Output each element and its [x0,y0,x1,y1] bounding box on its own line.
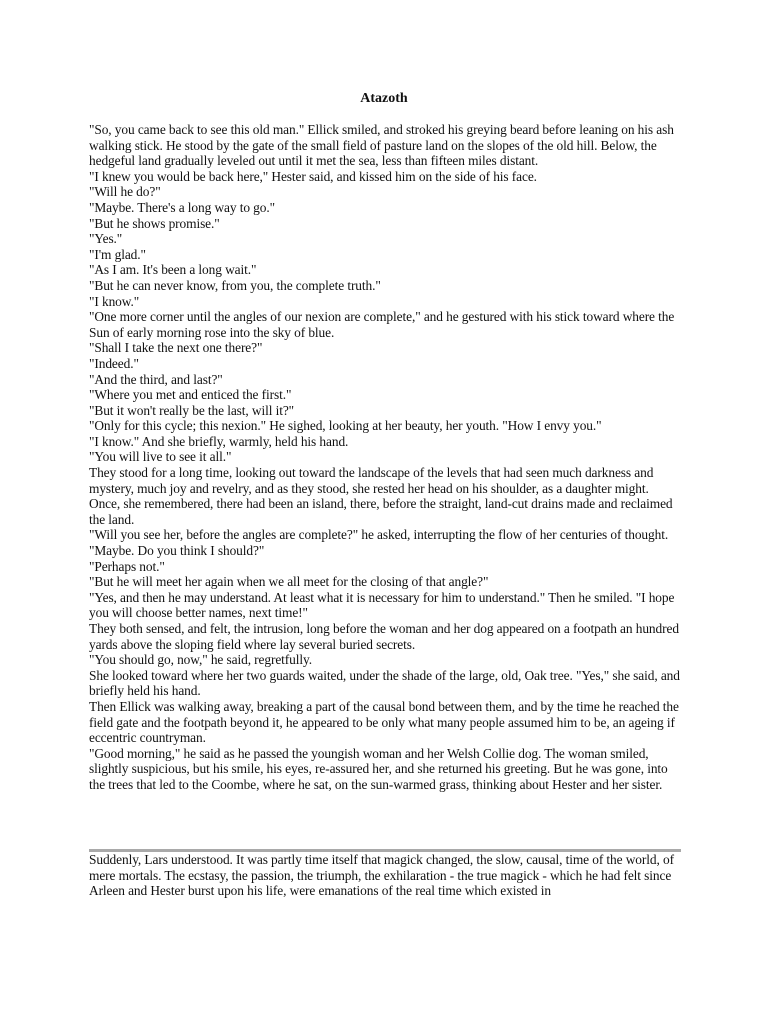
paragraph: "I knew you would be back here," Hester said, and kissed him on the side of his face. [89,168,537,184]
paragraph: "You should go, now," he said, regretfully. [89,652,312,668]
paragraph: They stood for a long time, looking out toward the landscape of the levels that had seen much darkness and mystery, much joy and revelry, and as they stood, she rested her head on his shoulder, as a daughter might. Once, she remembered, there had been an island, there, before the straight, land-cut drains made and reclaimed the land. [89,465,673,527]
paragraph: "I'm glad." [89,246,146,262]
paragraph: "As I am. It's been a long wait." [89,262,257,278]
paragraph: "Will you see her, before the angles are complete?" he asked, interrupting the flow of her centuries of thought. [89,527,669,543]
paragraph: "But he shows promise." [89,215,220,231]
paragraph: They both sensed, and felt, the intrusion, long before the woman and her dog appeared on a footpath an hundred yards above the sloping field where lay several buried secrets. [89,621,679,652]
paragraph: "Good morning," he said as he passed the youngish woman and her Welsh Collie dog. The woman smiled, slightly suspicious, but his smile, his eyes, re-assured her, and she returned his greeting. But he was gone, into the trees that led to the Coombe, where he sat, on the sun-warmed grass, thinking about Hester and her sister. [89,745,668,792]
paragraph: "But he will meet her again when we all meet for the closing of that angle?" [89,574,489,590]
paragraph: Suddenly, Lars understood. It was partly time itself that magick changed, the slow, causal, time of the world, of mere mortals. The ecstasy, the passion, the triumph, the exhilaration - the true magick - which he had felt since Arleen and Hester burst upon his life, were emanations of the real time which existed in [89,852,674,899]
paragraph: "But he can never know, from you, the complete truth." [89,277,381,293]
paragraph: "Yes, and then he may understand. At least what it is necessary for him to understand." Then he smiled. "I hope you will choose better names, next time!" [89,589,675,621]
next-section-text [89,852,683,899]
document-title: Atazoth [360,91,408,106]
paragraph: "But it won't really be the last, will it?" [89,402,295,418]
paragraph: "I know." And she briefly, warmly, held his hand. [89,433,349,449]
paragraph: Then Ellick was walking away, breaking a part of the causal bond between them, and by the time he reached the field gate and the footpath beyond it, he appeared to be only what many people assumed him to be, an ageing if eccentric countryman. [89,698,679,746]
paragraph: "Shall I take the next one there?" [89,340,263,356]
paragraph: "Will he do?" [89,184,161,200]
paragraph: "So, you came back to see this old man." Ellick smiled, and stroked his greying beard before leaning on his ash walking stick. He stood by the gate of the small field of pasture land on the slopes of the old hill. Below, the hedgeful land gradually leveled out until it met the sea, less than fifteen miles distant. [89,122,674,169]
paragraph: "Indeed." [89,355,139,371]
document-body [89,122,683,793]
paragraph: She looked toward where her two guards waited, under the shade of the large, old, Oak tree. "Yes," she said, and briefly held his hand. [89,667,680,699]
paragraph: "And the third, and last?" [89,371,223,387]
paragraph: "You will live to see it all." [89,449,232,465]
paragraph: "I know." [89,293,140,309]
paragraph: "Where you met and enticed the first." [89,387,292,403]
paragraph: "One more corner until the angles of our nexion are complete," and he gestured with his stick toward where the Sun of early morning rose into the sky of blue. [89,309,675,340]
paragraph: "Yes." [89,231,123,247]
paragraph: "Maybe. There's a long way to go." [89,199,275,215]
paragraph: "Maybe. Do you think I should?" [89,543,265,559]
paragraph: "Perhaps not." [89,558,165,574]
paragraph: "Only for this cycle; this nexion." He sighed, looking at her beauty, her youth. "How I envy you." [89,418,602,434]
